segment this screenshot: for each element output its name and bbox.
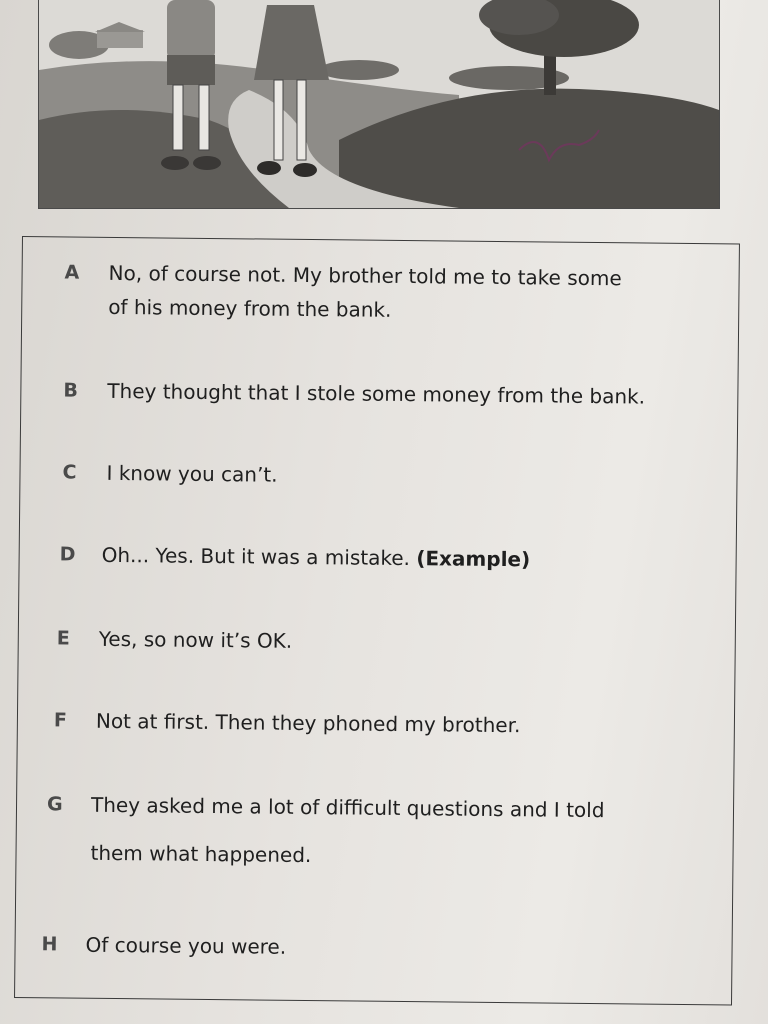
option-text: Yes, so now it’s OK. — [98, 626, 293, 653]
option-text: They thought that I stole some money from the bank. — [107, 378, 646, 409]
option-letter: D — [59, 543, 76, 566]
park-scene-icon — [39, 0, 719, 208]
option-letter: G — [46, 793, 63, 816]
park-illustration — [38, 0, 720, 209]
option-text-line-1: No, of course not. My brother told me to take some — [108, 260, 622, 291]
option-letter: F — [53, 709, 68, 732]
option-text: I know you can’t. — [106, 460, 278, 487]
option-text-line-2: them what happened. — [90, 840, 312, 868]
option-text: Of course you were. — [85, 932, 287, 959]
option-letter: E — [56, 627, 70, 650]
option-letter: C — [62, 461, 77, 484]
option-text — [101, 538, 530, 576]
option-letter: B — [63, 379, 78, 402]
option-text-line-1: They asked me a lot of difficult questions and I told — [90, 792, 605, 823]
option-text: Not at first. Then they phoned my brother. — [95, 708, 521, 738]
option-letter: A — [64, 261, 80, 284]
option-letter: H — [41, 933, 58, 956]
option-text-line-2: of his money from the bank. — [108, 294, 392, 322]
answer-options-box — [14, 236, 740, 1005]
option-sentence: Oh... Yes. But it was a mistake. — [101, 542, 411, 571]
example-tag: (Example) — [416, 546, 531, 572]
